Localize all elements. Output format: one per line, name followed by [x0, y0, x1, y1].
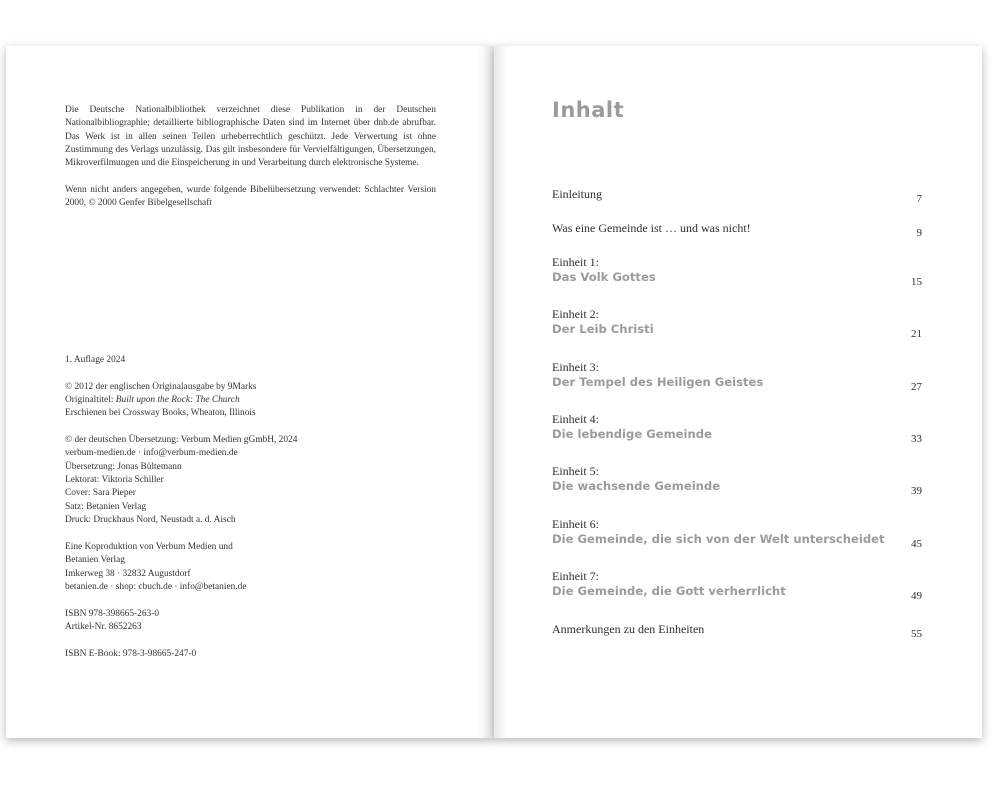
toc-unit-title: Das Volk Gottes — [552, 270, 656, 284]
imprint-notices — [65, 104, 436, 211]
coproduction-block — [65, 541, 436, 594]
isbn-block — [65, 608, 436, 635]
toc-page-number: 15 — [911, 276, 922, 288]
toc-entry-label: Anmerkungen zu den Einheiten — [552, 622, 705, 636]
editing-credit: Lektorat: Viktoria Schiller — [65, 475, 164, 486]
bible-notice: Wenn nicht anders angegeben, wurde folgende Bibelübersetzung verwendet: Schlachter Version 2000, © 2000 Genfer Bibelgesellschaft — [65, 185, 436, 209]
toc-page-number: 39 — [911, 485, 922, 497]
toc-page-number: 45 — [911, 538, 922, 550]
toc-page-number: 9 — [916, 227, 922, 239]
partner-contact: betanien.de · shop: cbuch.de · info@betanien.de — [65, 581, 247, 592]
toc-entry-introduction[interactable] — [552, 187, 922, 205]
coproduction-partner: Betanien Verlag — [65, 555, 125, 566]
toc-page-number: 49 — [911, 590, 922, 602]
isbn: ISBN 978-398665-263-0 — [65, 608, 160, 619]
translation-credit: Übersetzung: Jonas Bültemann — [65, 461, 182, 472]
toc-entry-what-church-is[interactable] — [552, 221, 922, 239]
german-contact: verbum-medien.de · info@verbum-medien.de — [65, 448, 238, 459]
toc-unit-prefix: Einheit 5: — [552, 464, 599, 478]
cover-credit: Cover: Sara Pieper — [65, 488, 136, 499]
toc-page-number: 21 — [911, 328, 922, 340]
ebook-block — [65, 648, 436, 661]
contents-title: Inhalt — [552, 98, 625, 122]
toc-page-number: 7 — [916, 193, 922, 205]
toc-entry-unit-7[interactable] — [552, 569, 922, 602]
toc-unit-prefix: Einheit 3: — [552, 360, 599, 374]
original-block — [65, 381, 436, 421]
original-publisher: Erschienen bei Crossway Books, Wheaton, Illinois — [65, 408, 256, 419]
original-copyright: © 2012 der englischen Originalausgabe by 9Marks — [65, 381, 257, 392]
toc-page-number: 27 — [911, 381, 922, 393]
toc-entry-unit-1[interactable] — [552, 255, 922, 288]
toc-entry-notes[interactable] — [552, 622, 922, 640]
original-title: Built upon the Rock: The Church — [115, 395, 240, 406]
toc-entry-unit-4[interactable] — [552, 412, 922, 445]
toc-unit-prefix: Einheit 1: — [552, 255, 599, 269]
toc-page-number: 33 — [911, 433, 922, 445]
toc-entry-unit-6[interactable] — [552, 517, 922, 550]
right-page-contents — [494, 46, 982, 738]
original-title-line — [65, 394, 436, 407]
toc-unit-prefix: Einheit 2: — [552, 307, 599, 321]
coproduction: Eine Koproduktion von Verbum Medien und — [65, 541, 233, 552]
cip-notice: Die Deutsche Nationalbibliothek verzeichnet diese Publikation in der Deutschen Nationalbibliographie; detaillierte bibliographische Daten sind im Internet über dnb.de abrufbar. Das Werk ist in allen seinen Teilen urheberrechtlich geschützt. Jede Verwertung ist ohne Zustimmung des Verlags unzulässig. Das gilt insbesondere für Vervielfältigungen, Übersetzungen, Mikroverfilmungen und die Einspeicherung in und Verarbeitung durch elektronische Systeme. — [65, 105, 436, 169]
toc-entry-label: Was eine Gemeinde ist … und was nicht! — [552, 221, 751, 235]
toc-entry-unit-3[interactable] — [552, 360, 922, 393]
toc-unit-title: Die lebendige Gemeinde — [552, 427, 712, 441]
toc-entry-label: Einleitung — [552, 187, 602, 201]
toc-page-number: 55 — [911, 628, 922, 640]
toc-unit-title: Der Leib Christi — [552, 322, 654, 336]
german-edition-block — [65, 434, 436, 527]
toc-unit-prefix: Einheit 7: — [552, 569, 599, 583]
original-title-label: Originaltitel: — [65, 395, 116, 406]
isbn-ebook: ISBN E-Book: 978-3-98665-247-0 — [65, 648, 197, 659]
left-page-imprint — [6, 46, 494, 738]
toc-entry-unit-5[interactable] — [552, 464, 922, 497]
edition: 1. Auflage 2024 — [65, 355, 126, 365]
toc-unit-title: Der Tempel des Heiligen Geistes — [552, 375, 764, 389]
toc-unit-title: Die wachsende Gemeinde — [552, 479, 721, 493]
typesetting-credit: Satz: Betanien Verlag — [65, 501, 147, 512]
toc-unit-title: Die Gemeinde, die Gott verherrlicht — [552, 584, 786, 598]
toc-unit-prefix: Einheit 4: — [552, 412, 599, 426]
article-number: Artikel-Nr. 8652263 — [65, 621, 142, 632]
german-copyright: © der deutschen Übersetzung: Verbum Medien gGmbH, 2024 — [65, 435, 298, 446]
toc-unit-prefix: Einheit 6: — [552, 517, 599, 531]
printing-credit: Druck: Druckhaus Nord, Neustadt a. d. Aisch — [65, 515, 236, 526]
edition-block — [65, 354, 436, 367]
toc-unit-title: Die Gemeinde, die sich von der Welt unterscheidet — [552, 532, 885, 546]
toc-entry-unit-2[interactable] — [552, 307, 922, 340]
imprint-credits — [65, 354, 436, 661]
address: Imkerweg 38 · 32832 Augustdorf — [65, 568, 191, 579]
